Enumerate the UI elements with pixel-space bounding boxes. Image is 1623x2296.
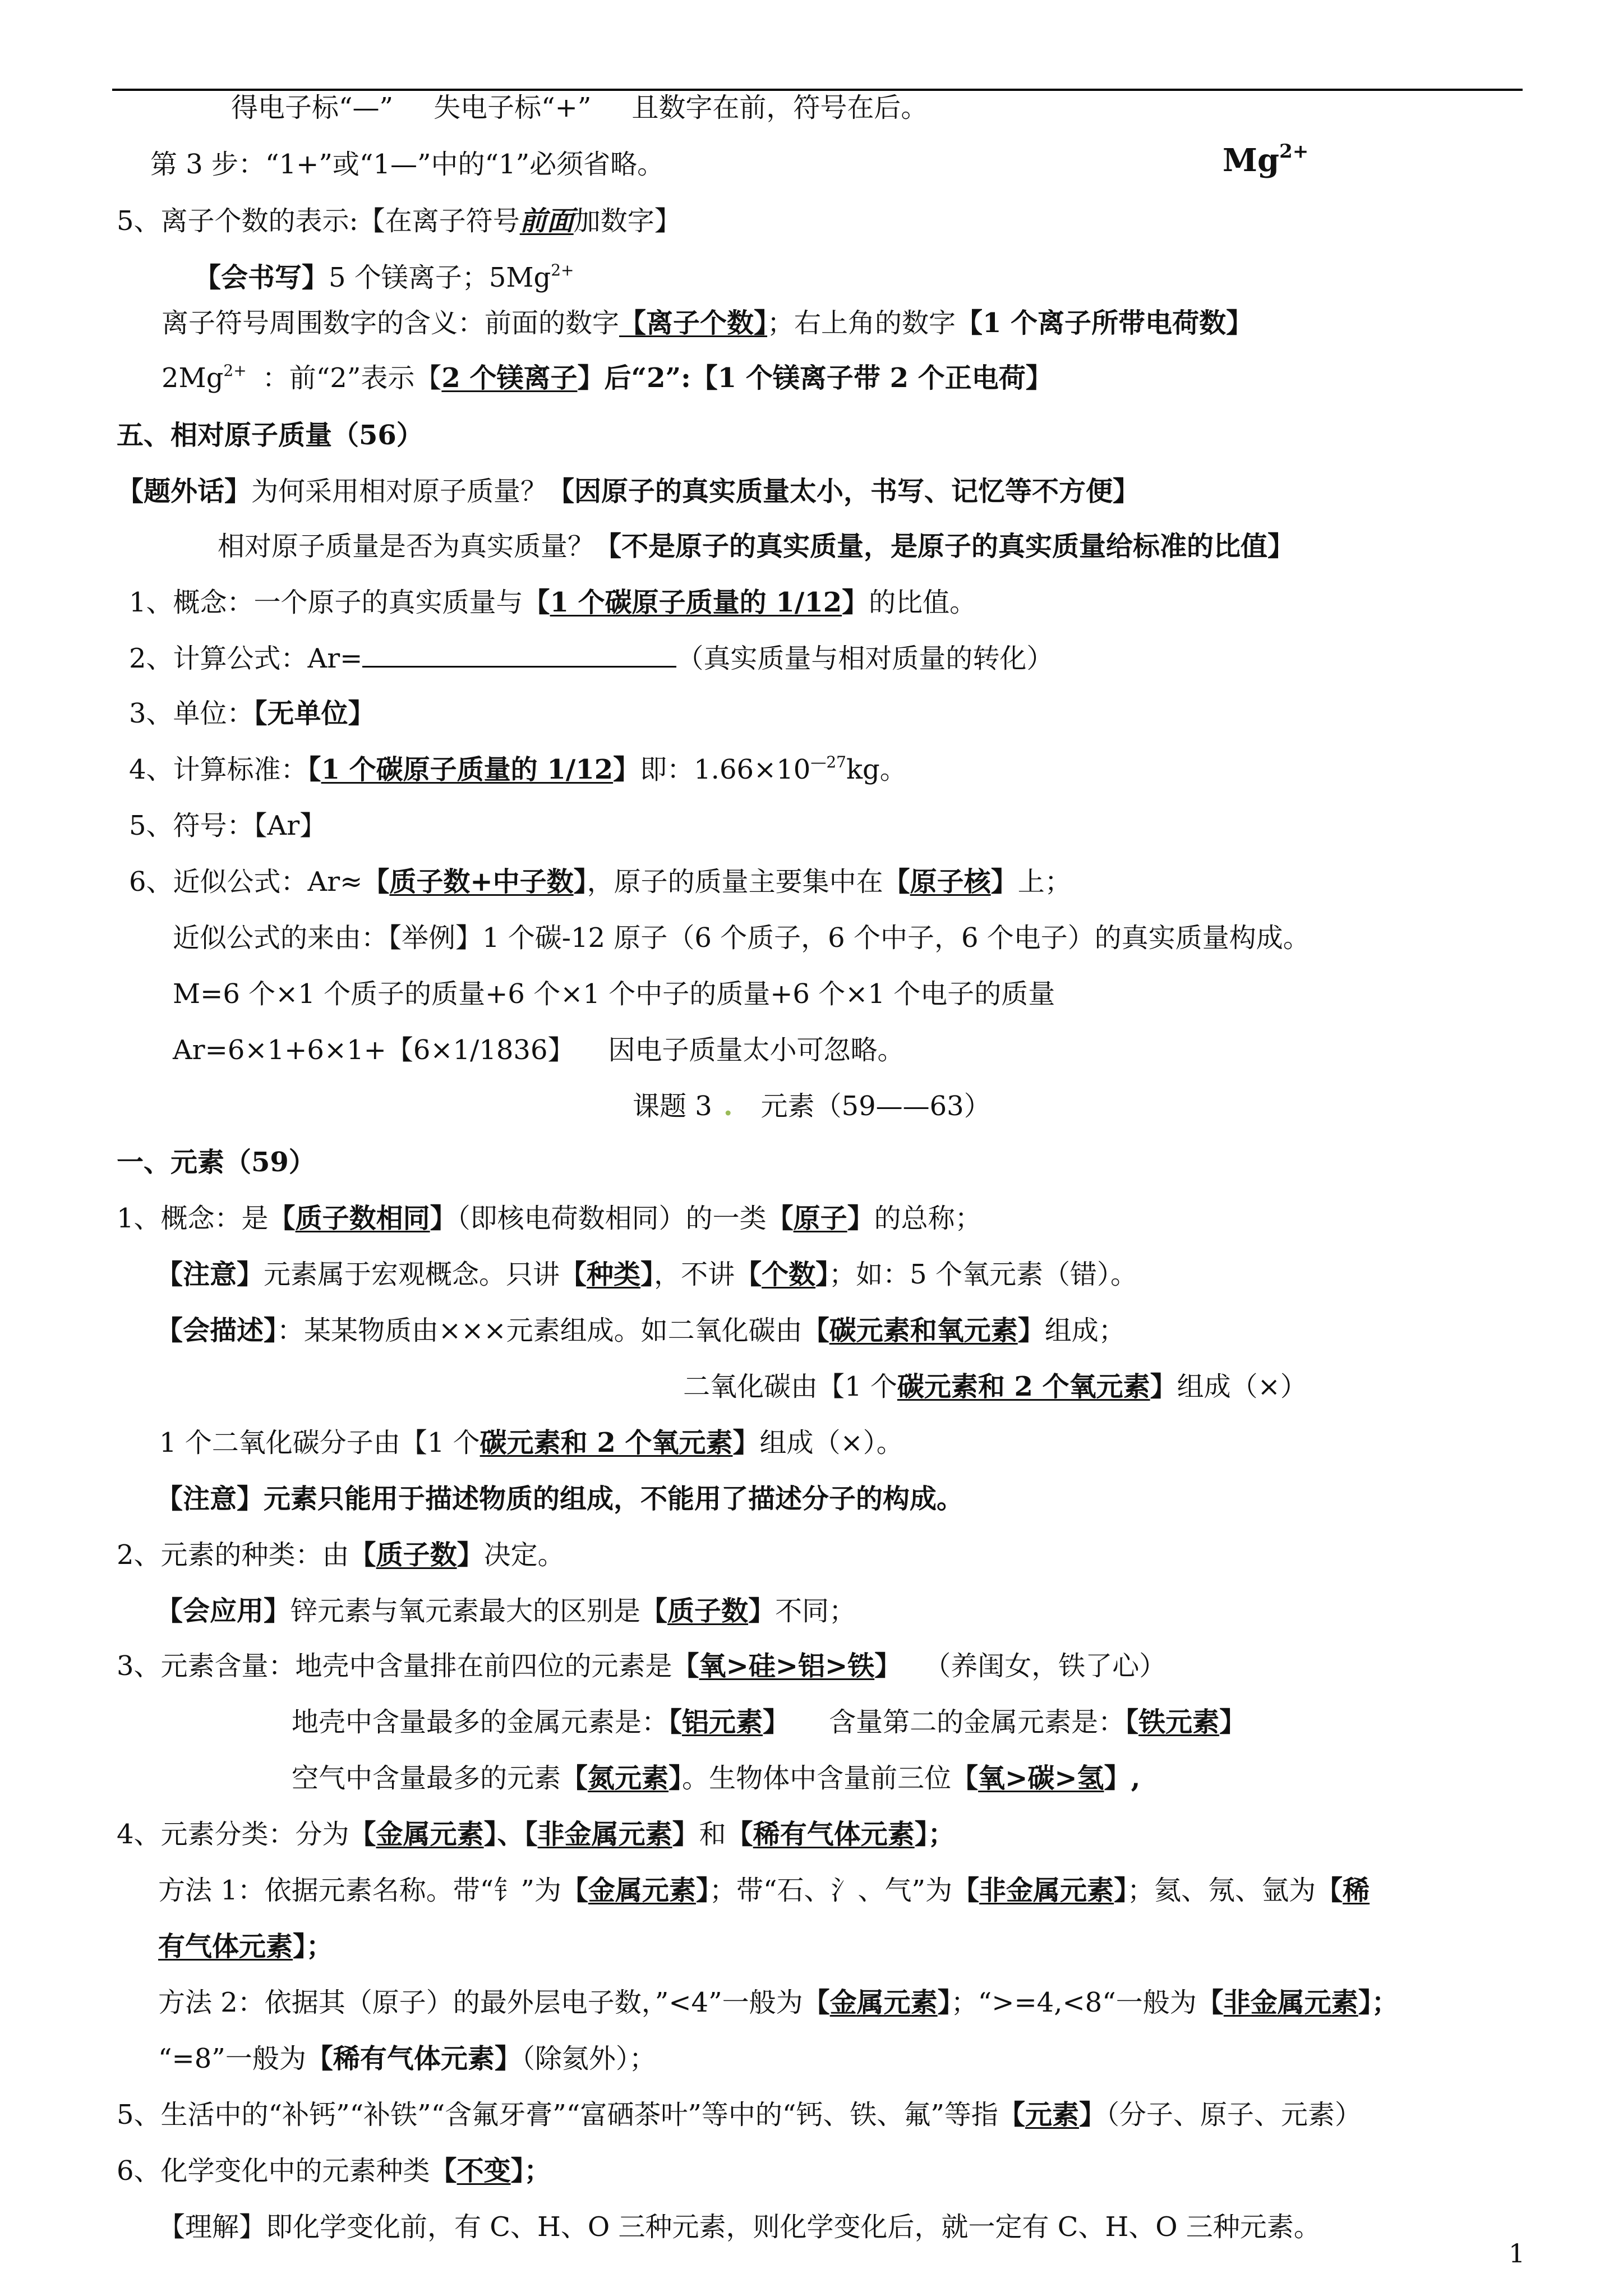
text-line — [117, 1537, 565, 1573]
text-span: 】 — [937, 1987, 951, 2018]
text-span: 1 个碳原子质量的 1/12 — [321, 754, 614, 785]
text-span: 】 — [613, 754, 640, 785]
text-span: Ar=6×1+6×1+【6×1/1836】 — [173, 1034, 575, 1066]
text-span: 【注意】 — [156, 1259, 264, 1290]
text-span: ，原子的质量主要集中在 — [587, 866, 883, 898]
text-line — [159, 1425, 903, 1461]
text-span: 3、元素含量：地壳中含量排在前四位的元素是 — [117, 1650, 672, 1682]
text-span: ； — [1371, 1987, 1399, 2018]
text-span: 【 — [726, 1819, 753, 1850]
superscript: —27 — [810, 753, 846, 771]
text-span: 】 — [1150, 1371, 1177, 1402]
text-line — [156, 1313, 1126, 1349]
text-span: 碳元素和氧元素 — [829, 1315, 1018, 1346]
text-span: 5、离子个数的表示:【在离子符号 — [117, 205, 520, 237]
text-span: 5 个镁离子；5Mg — [329, 262, 551, 293]
text-span: 【 — [883, 866, 910, 898]
text-span: 【无单位】 — [253, 698, 375, 729]
text-span: 前面 — [519, 205, 574, 237]
text-span: 【 — [1196, 1987, 1224, 2018]
text-span: 】 — [815, 1259, 829, 1290]
text-span: 地壳中含量最多的金属元素是： — [292, 1706, 669, 1738]
text-span: 】 — [510, 2155, 524, 2187]
text-span: 原子 — [793, 1203, 847, 1234]
text-span: 因电子质量太小可忽略。 — [608, 1034, 905, 1066]
text-span: 即：1.66×10 — [640, 754, 811, 785]
text-span: 一、元素（59） — [117, 1147, 316, 1178]
text-line — [292, 1760, 1140, 1796]
text-span: 6、化学变化中的元素种类 — [117, 2155, 430, 2187]
text-span: ；如：5 个氧元素（错）。 — [829, 1259, 1137, 1290]
text-span: 为何采用相对原子质量？ — [251, 476, 548, 507]
text-span: 】 — [573, 866, 587, 898]
text-span: M=6 个×1 个质子的质量+6 个×1 个中子的质量+6 个×1 个电子的质量 — [173, 978, 1055, 1010]
text-span: 】 — [842, 587, 869, 618]
text-span: 1 个碳原子质量的 1/12 — [550, 587, 842, 618]
text-span: 氧>碳>氢 — [978, 1763, 1104, 1794]
text-line — [156, 1257, 1137, 1292]
text-span: 【会描述】 — [156, 1315, 278, 1346]
text-line — [162, 360, 1053, 400]
text-span: 铁元素 — [1138, 1706, 1220, 1738]
text-span: “=8”一般为 — [158, 2043, 306, 2074]
text-span: ；右上角的数字 — [767, 307, 956, 339]
text-span: 二氧化碳由 — [683, 1371, 818, 1402]
text-span: 金属元素 — [588, 1875, 696, 1906]
text-line — [231, 90, 928, 126]
text-span: （分子、原子、元素） — [1105, 2099, 1362, 2131]
text-line — [158, 1985, 1399, 2021]
formula-blank — [362, 641, 676, 668]
text-span: 【 — [362, 866, 390, 898]
text-span: 【会应用】 — [156, 1595, 291, 1627]
text-span: 】 — [430, 1203, 457, 1234]
text-span: 碳元素和 2 个氧元素 — [479, 1427, 733, 1458]
text-span: （即核电荷数相同）的一类 — [457, 1203, 767, 1234]
text-span: 【注意】元素只能用于描述物质的组成，不能用了描述分子的构成。 — [156, 1483, 964, 1515]
text-span: 组成（×） — [1177, 1371, 1307, 1402]
text-span: ；带“石、氵、气”为 — [709, 1875, 953, 1906]
text-line — [117, 2097, 1362, 2133]
text-line — [156, 1481, 963, 1517]
text-span: 】 — [640, 1259, 654, 1290]
text-span: 【题外话】 — [117, 476, 252, 507]
text-span: 第 3 步：“1+”或“1—”中的“1”必须省略。 — [150, 149, 665, 180]
text-span: 【 — [735, 1259, 762, 1290]
text-span: ；“>=4,<8“一般为 — [951, 1987, 1197, 2018]
section-heading — [117, 1144, 316, 1180]
text-line — [117, 203, 681, 239]
text-span: 氮元素 — [588, 1763, 669, 1794]
text-line — [117, 1200, 982, 1236]
text-line — [117, 473, 1140, 509]
text-span: 【 — [1316, 1875, 1343, 1906]
text-span: 】 — [748, 1595, 776, 1627]
text-span: 】 — [1017, 1315, 1045, 1346]
text-span: 金属元素 — [829, 1987, 938, 2018]
text-span: 得电子标“—” — [231, 92, 394, 123]
text-span: （真实质量与相对质量的转化） — [676, 643, 1054, 674]
text-line — [150, 146, 664, 182]
text-line — [158, 2041, 656, 2077]
text-span: 】 — [457, 1539, 484, 1571]
text-span: 】后“2”:【1 个镁离子带 2 个正电荷】 — [577, 362, 1053, 394]
text-span: , — [1131, 1763, 1141, 1794]
text-span: 】 — [990, 866, 1018, 898]
text-line — [129, 864, 1072, 900]
text-span: 6、近似公式：Ar≈ — [129, 866, 363, 898]
text-span: . — [723, 1091, 733, 1122]
text-line — [158, 2209, 1321, 2245]
text-span: 、 — [497, 1819, 524, 1850]
text-span: 】 — [1219, 1706, 1247, 1738]
text-span: 【 — [952, 1875, 980, 1906]
text-span: 【 — [560, 1259, 587, 1290]
text-span: 的比值。 — [869, 587, 977, 618]
text-line — [162, 305, 1253, 341]
text-span: 】 — [914, 1819, 928, 1850]
text-span: 【不是原子的真实质量，是原子的真实质量给标准的比值】 — [594, 531, 1295, 562]
text-span: 】 — [763, 1706, 790, 1738]
text-span: ； — [306, 1931, 334, 1962]
text-span: 5、符号：【Ar】 — [129, 810, 327, 841]
text-span: 含量第二的金属元素是： — [829, 1706, 1126, 1738]
text-span: kg。 — [846, 754, 907, 785]
superscript: 2+ — [223, 361, 247, 380]
text-span: 【 — [349, 1819, 376, 1850]
text-line — [292, 1704, 1246, 1740]
text-span: 【 — [1125, 1706, 1139, 1738]
text-span: ：前“2”表示【 — [262, 362, 442, 394]
text-line — [218, 528, 1294, 564]
text-span: 【1 个 — [400, 1427, 480, 1458]
text-span: 【 — [524, 1819, 538, 1850]
text-span: 【 — [307, 754, 321, 785]
text-line — [194, 260, 574, 300]
text-span: 近似公式的来由：【举例】1 个碳-12 原子（6 个质子，6 个中子，6 个电子）的真实质量构成。 — [173, 922, 1310, 954]
text-span: 】 — [668, 1763, 683, 1794]
text-span: 质子数相同 — [295, 1203, 430, 1234]
text-span: 稀 — [1343, 1875, 1370, 1906]
text-span: 铝元素 — [682, 1706, 763, 1738]
section-heading — [117, 417, 423, 453]
text-line — [173, 920, 1310, 956]
text-span: 【 — [430, 2155, 457, 2187]
text-span: 五、相对原子质量（56） — [117, 420, 423, 451]
text-span: 2、元素的种类：由 — [117, 1539, 349, 1571]
text-span: 非金属元素 — [537, 1819, 672, 1850]
text-span: 。生物体中含量前三位 — [682, 1763, 952, 1794]
text-span: 3、单位： — [129, 698, 254, 729]
text-span: 1 个二氧化碳分子由 — [159, 1427, 400, 1458]
text-span: 加数字】 — [573, 205, 681, 237]
text-line — [117, 2153, 551, 2189]
text-span: 】 — [293, 1931, 307, 1962]
text-span: 碳元素和 2 个氧元素 — [897, 1371, 1150, 1402]
text-span: 5、生活中的“补钙”“补铁”“含氟牙膏”“富硒茶叶”等中的“钙、铁、氟”等指 — [117, 2099, 998, 2131]
text-span: 有气体元素 — [158, 1931, 293, 1962]
text-span: 】 — [483, 1819, 497, 1850]
text-span: 质子数 — [376, 1539, 457, 1571]
text-span: 【1 个 — [818, 1371, 897, 1402]
superscript: 2+ — [551, 261, 574, 279]
text-span: 个数 — [762, 1259, 816, 1290]
text-span: 原子核 — [910, 866, 991, 898]
lesson-title — [633, 1088, 991, 1124]
text-span: ； — [928, 1819, 955, 1850]
text-span: 课题 3 — [633, 1091, 712, 1122]
text-span: 稀有气体元素 — [753, 1819, 915, 1850]
text-span: 【 — [802, 1315, 829, 1346]
text-line — [158, 1929, 333, 1964]
text-line — [129, 641, 1053, 677]
text-span: 组成； — [1044, 1315, 1126, 1346]
text-span: 不变 — [457, 2155, 511, 2187]
text-span: （养闺女，铁了心） — [924, 1650, 1166, 1682]
text-span: 】 — [695, 1875, 709, 1906]
text-span: 非金属元素 — [979, 1875, 1114, 1906]
text-span: 】 — [672, 1819, 699, 1850]
text-span: 】 — [874, 1650, 902, 1682]
text-span: 1、概念：是 — [117, 1203, 269, 1234]
text-span: 2Mg — [162, 362, 224, 394]
text-span: 1、概念：一个原子的真实质量与 — [129, 587, 523, 618]
text-span: （除氦外）； — [521, 2043, 656, 2074]
text-span: ，不讲 — [654, 1259, 735, 1290]
text-span: ；氦、氖、氩为 — [1127, 1875, 1316, 1906]
text-span: 方法 2：依据其（原子）的最外层电子数，”<4”一般为 — [158, 1987, 803, 2018]
text-span: 【 — [523, 587, 550, 618]
text-span: 质子数 — [667, 1595, 749, 1627]
text-span: 锌元素与氧元素最大的区别是 — [291, 1595, 641, 1627]
mg-ion-symbol — [1223, 142, 1308, 179]
text-line — [156, 1593, 856, 1629]
text-span: 空气中含量最多的元素 — [292, 1763, 561, 1794]
text-span: 元素属于宏观概念。只讲 — [264, 1259, 560, 1290]
text-line — [158, 1872, 1370, 1908]
text-span: 4、元素分类：分为 — [117, 1819, 349, 1850]
text-span: Mg — [1223, 142, 1280, 179]
text-span: 元素 — [1025, 2099, 1079, 2131]
text-line — [117, 1648, 1166, 1684]
text-span: 方法 1：依据元素名称。带“钅”为 — [158, 1875, 561, 1906]
text-span: 2 个镁离子 — [441, 362, 578, 394]
text-span: 2、计算公式：Ar= — [129, 643, 363, 674]
text-span: 【 — [998, 2099, 1025, 2131]
text-span: ； — [524, 2155, 551, 2187]
text-span: 【 — [951, 1763, 979, 1794]
text-span: 金属元素 — [376, 1819, 484, 1850]
text-span: 质子数+中子数 — [389, 866, 574, 898]
text-span: 和 — [699, 1819, 726, 1850]
text-span: 不同； — [775, 1595, 856, 1627]
text-line — [129, 808, 326, 844]
text-span: 且数字在前，符号在后。 — [631, 92, 928, 123]
text-span: 上； — [1017, 866, 1072, 898]
text-span: 【 — [803, 1987, 830, 2018]
text-span: 种类 — [587, 1259, 641, 1290]
text-line — [129, 752, 907, 792]
text-span: 【 — [766, 1203, 794, 1234]
text-line — [683, 1369, 1307, 1405]
text-span: 】 — [1114, 1875, 1128, 1906]
page-number: 1 — [1509, 2238, 1525, 2269]
text-span: 4、计算标准： — [129, 754, 308, 785]
text-span: 【 — [561, 1763, 588, 1794]
text-span: 【1 个离子所带电荷数】 — [956, 307, 1253, 339]
text-span: 】 — [732, 1427, 760, 1458]
text-span: 【离子个数】 — [619, 307, 768, 339]
text-span: 元素（59——63） — [760, 1091, 991, 1122]
text-span: 氧>硅>铝>铁 — [699, 1650, 875, 1682]
text-line — [173, 1032, 905, 1068]
text-span: 【 — [672, 1650, 699, 1682]
text-span: 的总称； — [874, 1203, 982, 1234]
text-span: ：某某物质由×××元素组成。如二氧化碳由 — [277, 1315, 803, 1346]
text-span: 】 — [1104, 1763, 1131, 1794]
text-line — [173, 976, 1055, 1012]
text-span: 组成（×）。 — [759, 1427, 903, 1458]
text-span: 失电子标“+” — [434, 92, 592, 123]
text-span: 】 — [1358, 1987, 1372, 2018]
text-span: 【 — [561, 1875, 588, 1906]
text-span: 】 — [1078, 2099, 1106, 2131]
text-line — [129, 585, 976, 620]
text-span: 相对原子质量是否为真实质量？ — [218, 531, 595, 562]
text-span: 【理解】即化学变化前，有 C、H、O 三种元素，则化学变化后，就一定有 C、H、O 三种元素。 — [158, 2211, 1321, 2243]
text-line — [129, 696, 375, 731]
superscript: 2+ — [1279, 140, 1309, 163]
text-span: 离子符号周围数字的含义：前面的数字 — [162, 307, 620, 339]
text-span: 【 — [668, 1706, 683, 1738]
text-line — [117, 1816, 955, 1852]
text-span: 【 — [349, 1539, 376, 1571]
text-span: 决定。 — [483, 1539, 565, 1571]
text-span: 【稀有气体元素】 — [306, 2043, 522, 2074]
text-span: 【 — [640, 1595, 668, 1627]
text-span: 非金属元素 — [1223, 1987, 1358, 2018]
text-span: 】 — [847, 1203, 874, 1234]
text-span: 【因原子的真实质量太小，书写、记忆等不方便】 — [547, 476, 1140, 507]
text-span: 【会书写】 — [194, 262, 329, 293]
text-span: 【 — [268, 1203, 296, 1234]
